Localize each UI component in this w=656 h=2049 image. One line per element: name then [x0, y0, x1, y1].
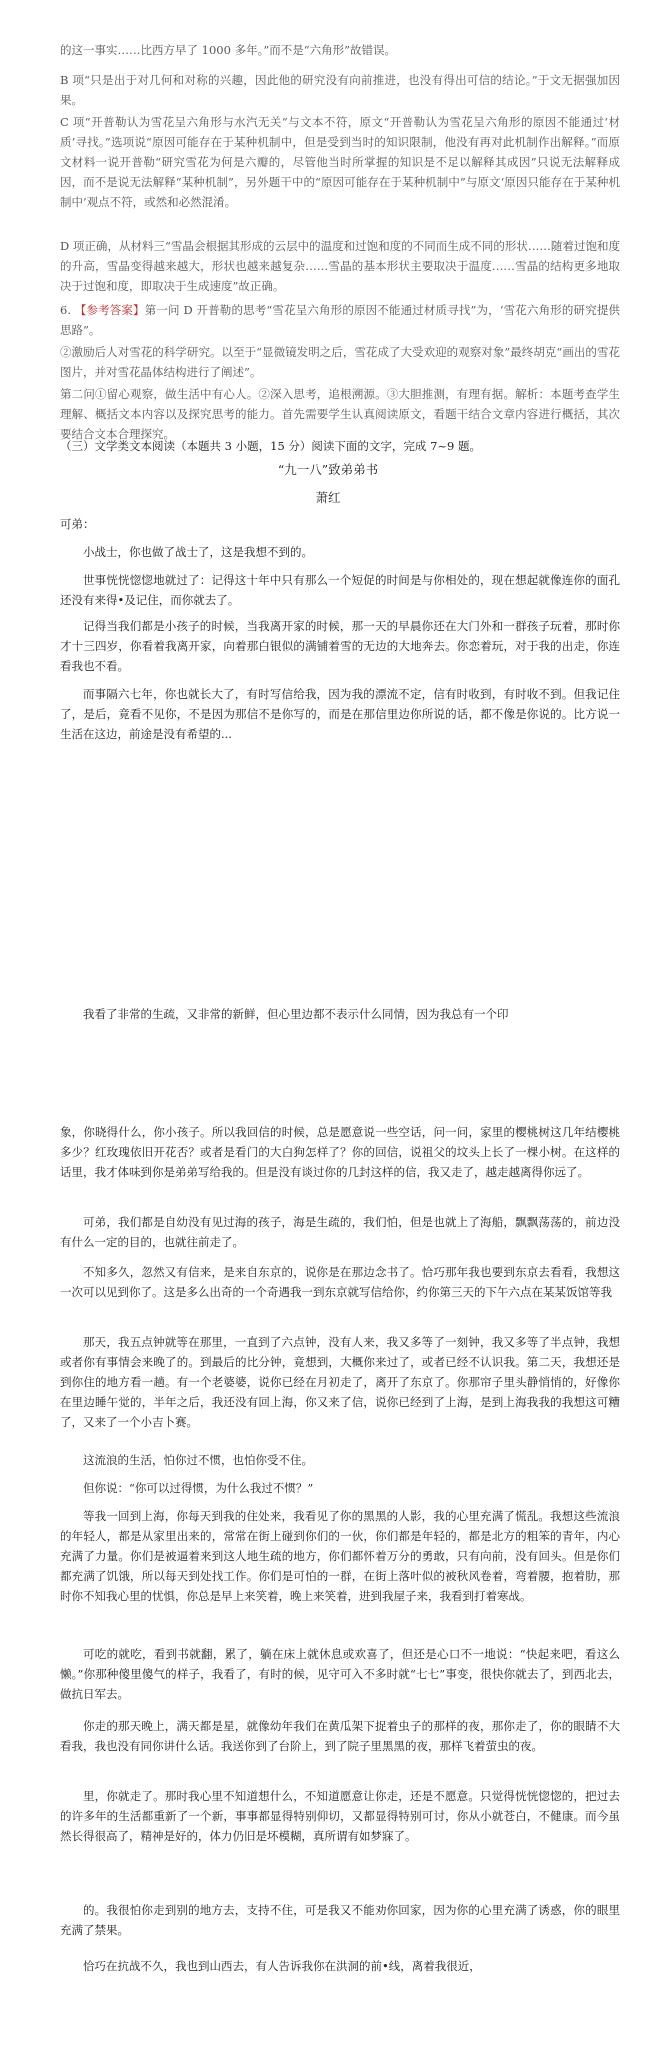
- paragraph-9: 这流浪的生活，怕你过不惯，也怕你受不住。: [83, 1453, 313, 1467]
- paragraph-12: 可吃的就吃，看到书就翻，累了，躺在床上就休息或欢喜了，但还是心口不一地说：“快起来吧，看这么懒。”你那种傻里傻气的样子，我看了，有时的候，见守可入不多时就“七七”事变，很快你就去了，到西北去，做抗日军去。: [60, 1647, 620, 1701]
- paragraph-4: 而事隔六七年，你也就长大了，有时写信给我，因为我的漂流不定，信有时收到，有时收不到。但我记住了，是后，竟看不见你，不是因为那信不是你写的，而是在那信里边你所说的话，都不像是你说的。比方说一生活在这边，前途是没有希望的...: [60, 687, 620, 741]
- answer-6-text: 第一问 D 开普勒的思考“雪花呈六角形的原因不能通过材质寻找”为，‘雪花六角形的研究提供思路”。: [60, 303, 620, 337]
- letter-greeting: 可弟：: [60, 517, 95, 531]
- paragraph-15: 的。我很怕你走到别的地方去，支持不住，可是我又不能劝你回家，因为你的心里充满了诱惑，你的眼里充满了禁果。: [60, 1903, 620, 1937]
- paragraph-2: 世事恍恍惚惚地就过了：记得这十年中只有那么一个短促的时间是与你相处的，现在想起就像连你的面孔还没有来得•及记住，而你就去了。: [60, 573, 620, 607]
- paragraph-10: 但你说：“你可以过得惯，为什么我过不惯？”: [83, 1481, 314, 1495]
- paragraph-6: 可弟，我们都是自幼没有见过海的孩子，海是生疏的，我们怕，但是也就上了海船，飘飘荡荡的，前边没有什么一定的目的，也就往前走了。: [60, 1215, 620, 1249]
- paragraph-13: 你走的那天晚上，满天都是星，就像幼年我们在黄瓜架下捉着虫子的那样的夜，那你走了，你的眼睛不大看我，我也没有同你讲什么话。我送你到了台阶上，到了院子里黑黑的夜，那样飞着萤虫的夜。: [60, 1719, 620, 1753]
- question-number: 6.: [60, 303, 71, 317]
- article-author: 萧红: [315, 490, 341, 505]
- answer-6-point-2: ②激励后人对雪花的科学研究。以至于“显微镜发明之后，雪花成了大受欢迎的观察对象”最终胡克“画出的雪花图片，并对雪花晶体结构进行了阐述”。: [60, 345, 620, 379]
- paragraph-14: 里，你就走了。那时我心里不知道想什么，不知道愿意让你走，还是不愿意。只觉得恍恍惚惚的，把过去的许多年的生活都重新了一个新，事事都显得特别仰切，又都显得特别可讨，你从小就苍白，不健康。而今虽然长得很高了，精神是好的，体力仍旧是坏模糊，真所谓有如梦寐了。: [60, 1789, 620, 1843]
- reference-answer-label: 【参考答案】: [74, 303, 145, 317]
- paragraph-16: 恰巧在抗战不久，我也到山西去，有人告诉我你在洪洞的前•线，离着我很近，: [83, 1959, 481, 1973]
- answer-line-a-end: 的这一事实……比西方早了 1000 多年。”而不是“六角形”故错误。: [60, 43, 396, 57]
- paragraph-7: 不知多久，忽然又有信来，是来自东京的，说你是在那边念书了。恰巧那年我也要到东京去看看，我想这一次可以见到你了。这是多么出奇的一个奇遇我一到东京就写信给你，约你第三天的下午六点在某某饭馆等我: [60, 1265, 620, 1299]
- answer-item-b: B 项“只是出于对几何和对称的兴趣，因此他的研究没有向前推进，也没有得出可信的结论。”于文无据强加因果。: [60, 73, 620, 107]
- paragraph-11: 等我一回到上海，你每天到我的住处来，我看见了你的黑黑的人影，我的心里充满了慌乱。我想这些流浪的年轻人，都是从家里出来的，常常在街上碰到你们的一伙，你们都是年轻的，都是北方的粗笨的青年，内心充满了力量。你们是被逼着来到这人地生疏的地方，你们都怀着万分的勇敢，只有向前，没有回头。但是你们都充满了饥饿，所以每天到处找工作。你们是可怕的一群，在街上落叶似的被秋风卷着，弯着腰，抱着肋，那时你不知我心里的忧惧，你总是早上来笑着，晚上来笑着，进到我屋子来，我看到打着寒战。: [60, 1509, 620, 1603]
- answer-item-c: C 项“开普勒认为雪花呈六角形与水汽无关”与文本不符，原文“开普勒认为雪花呈六角形的原因不能通过‘材质’寻找。”选项说“原因可能存在于某种机制中，但是受到当时的知识限制，他没有再对此机制作出解释。”而原文材料一说开普勒“研究雪花为何是六瓣的，尽管他当时所掌握的知识是不足以解释其成因”只说无法解释成因，而不是说无法解释“某种机制”，另外题干中的“原因可能存在于某种机制中”与原文‘原因只能存在于某种机制中’观点不符，或然和必然混淆。: [60, 115, 620, 209]
- paragraph-8: 那天，我五点钟就等在那里，一直到了六点钟，没有人来，我又多等了一刻钟，我又多等了半点钟，我想或者你有事情会来晚了的。到最后的比分钟，竟想到，大概你来过了，或者已经不认识我。第二天，我想还是到你住的地方看一趟。有一个老婆婆，说你已经在月初走了，离开了东京了。你那帘子里头静悄悄的，好像你在里边睡午觉的，半年之后，我还没有回上海，你又来了信，说你已经到了上海，是到上海我我的我想这可糟了，又来了一个小吉卜赛。: [60, 1335, 620, 1429]
- section-heading: （三）文学类文本阅读（本题共 3 小题，15 分）阅读下面的文字，完成 7~9 题。: [60, 439, 481, 453]
- answer-question-6: [60, 300, 620, 340]
- paragraph-1: 小战士，你也做了战士了，这是我想不到的。: [83, 545, 313, 559]
- article-title: “九一八”致弟弟书: [277, 462, 379, 477]
- answer-item-d: D 项正确，从材料三“雪晶会根据其形成的云层中的温度和过饱和度的不同而生成不同的形状……随着过饱和度的升高，雪晶变得越来越大，形状也越来越复杂……雪晶的基本形状主要取决于温度……雪晶的结构更多地取决于过饱和度，即取决于生成速度”故正确。: [60, 239, 620, 293]
- paragraph-5-start: 我看了非常的生疏，又非常的新鲜，但心里边都不表示什么同情，因为我总有一个印: [83, 1007, 509, 1021]
- answer-6-part-2: 第二问①留心观察，做生活中有心人。②深入思考，追根溯源。③大胆推测，有理有据。解析：本题考查学生理解、概括文本内容以及探究思考的能力。首先需要学生认真阅读原文，看题干结合文章内容进行概括，其次要结合文本合理探究。: [60, 387, 620, 441]
- paragraph-3: 记得当我们都是小孩子的时候，当我离开家的时候，那一天的早晨你还在大门外和一群孩子玩着，那时你才十三四岁，你看着我离开家，向着那白银似的满铺着雪的无边的大地奔去。你恋着玩，对于我的出走，你连看我也不看。: [60, 619, 620, 673]
- paragraph-5-continued: 象，你晓得什么，你小孩子。所以我回信的时候，总是愿意说一些空话，问一问，家里的樱桃树这几年结樱桃多少？红玫瑰依旧开花否？或者是看门的大白狗怎样了？你的回信，说祖父的坟头上长了一棵小树。在这样的话里，我才体味到你是弟弟写给我的。但是没有谈过你的几封这样的信，我又走了，越走越离得你远了。: [60, 1125, 620, 1179]
